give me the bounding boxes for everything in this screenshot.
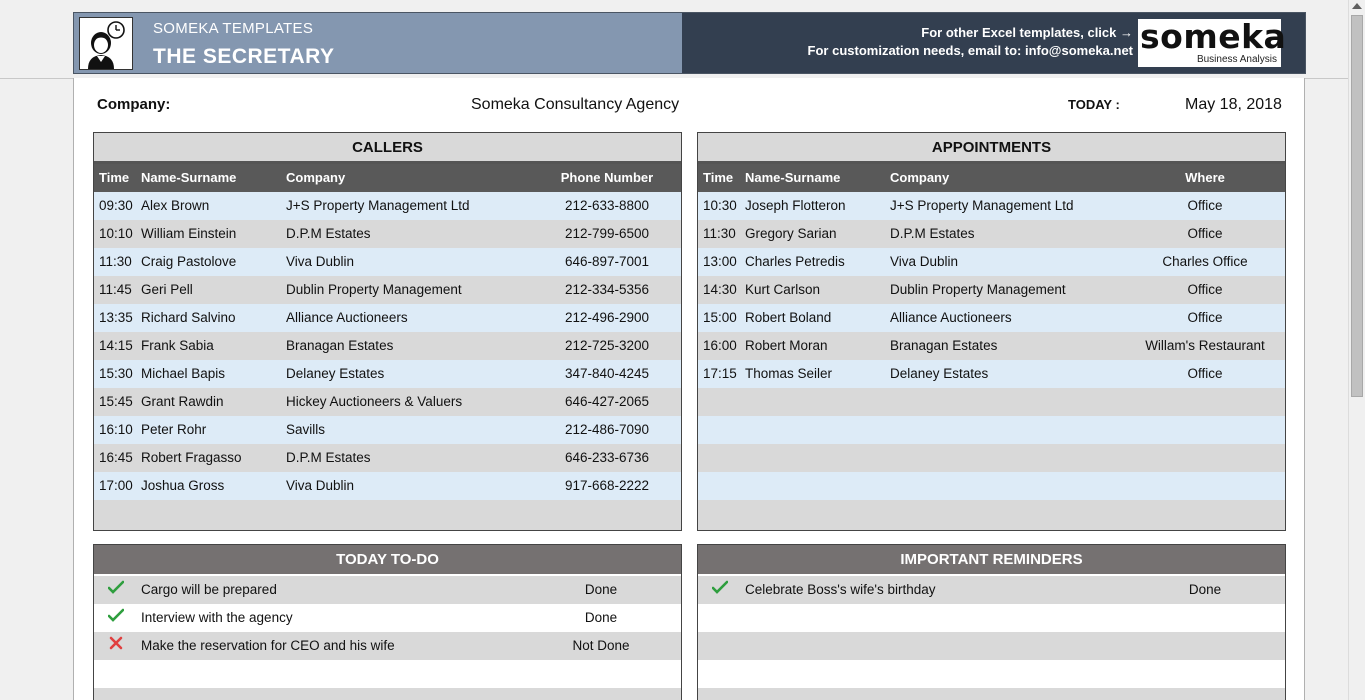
caller-name: Alex Brown: [141, 198, 210, 213]
appointment-name: Joseph Flotteron: [745, 198, 846, 213]
email-link[interactable]: For customization needs, email to: info@someka.net: [807, 43, 1133, 58]
item-text: Make the reservation for CEO and his wife: [141, 638, 395, 653]
table-row[interactable]: [94, 192, 681, 220]
logo-subtitle: Business Analysis: [1196, 54, 1277, 65]
list-item[interactable]: [94, 576, 681, 604]
table-row[interactable]: [94, 304, 681, 332]
caller-phone: 212-334-5356: [564, 282, 650, 297]
caller-phone: 347-840-4245: [564, 366, 650, 381]
list-item[interactable]: [94, 660, 681, 688]
appointment-time: 16:00: [703, 338, 737, 353]
header-name: Name-Surname: [141, 170, 237, 185]
someka-logo[interactable]: [1138, 17, 1287, 67]
table-row[interactable]: [94, 472, 681, 500]
caller-time: 11:45: [99, 282, 132, 297]
header-name: Name-Surname: [745, 170, 841, 185]
caller-phone: 212-496-2900: [564, 310, 650, 325]
header-banner: [73, 12, 1306, 74]
table-row[interactable]: [698, 360, 1285, 388]
callers-panel: [93, 132, 682, 531]
caller-company: Alliance Auctioneers: [286, 310, 408, 325]
caller-name: Frank Sabia: [141, 338, 214, 353]
reminders-title: IMPORTANT REMINDERS: [698, 545, 1285, 576]
appointments-title: APPOINTMENTS: [698, 133, 1285, 164]
table-row[interactable]: [698, 304, 1285, 332]
caller-company: Branagan Estates: [286, 338, 394, 353]
callers-title: CALLERS: [94, 133, 681, 164]
scrollbar-thumb[interactable]: [1351, 15, 1363, 397]
item-status: Done: [584, 610, 618, 625]
appointment-name: Robert Moran: [745, 338, 828, 353]
caller-time: 09:30: [99, 198, 133, 213]
appointment-name: Kurt Carlson: [745, 282, 821, 297]
caller-company: Viva Dublin: [286, 254, 355, 269]
caller-phone: 917-668-2222: [564, 478, 650, 493]
appointment-where: Office: [1187, 226, 1223, 241]
appointment-time: 13:00: [703, 254, 737, 269]
check-icon: [712, 576, 728, 590]
appointment-company: Alliance Auctioneers: [890, 310, 1012, 325]
item-text: Celebrate Boss's wife's birthday: [745, 582, 936, 597]
caller-time: 16:10: [99, 422, 133, 437]
item-status: Done: [1188, 582, 1222, 597]
appointment-company: Delaney Estates: [890, 366, 989, 381]
table-row[interactable]: [94, 360, 681, 388]
caller-time: 17:00: [99, 478, 133, 493]
caller-time: 11:30: [99, 254, 132, 269]
caller-phone: 646-427-2065: [564, 394, 650, 409]
appointment-company: D.P.M Estates: [890, 226, 975, 241]
header-phone: Phone Number: [560, 170, 654, 185]
list-item[interactable]: [698, 660, 1285, 688]
caller-name: Michael Bapis: [141, 366, 226, 381]
caller-company: Viva Dublin: [286, 478, 355, 493]
caller-time: 16:45: [99, 450, 133, 465]
appointment-name: Charles Petredis: [745, 254, 845, 269]
caller-time: 15:30: [99, 366, 133, 381]
caller-phone: 212-799-6500: [564, 226, 650, 241]
table-row[interactable]: [94, 444, 681, 472]
caller-phone: 646-233-6736: [564, 450, 650, 465]
brand-name: SOMEKA TEMPLATES: [153, 20, 314, 37]
secretary-logo-icon: [79, 17, 133, 70]
list-item[interactable]: [94, 632, 681, 660]
appointment-time: 15:00: [703, 310, 737, 325]
appointments-header-row: [698, 164, 1285, 192]
today-label: TODAY :: [1068, 97, 1120, 112]
caller-company: Delaney Estates: [286, 366, 385, 381]
header-where: Where: [1185, 170, 1225, 185]
appointment-time: 17:15: [703, 366, 737, 381]
appointment-where: Charles Office: [1162, 254, 1248, 269]
header-company: Company: [286, 170, 346, 185]
reminders-panel: [697, 544, 1286, 700]
table-row[interactable]: [698, 388, 1285, 416]
todo-list: [94, 576, 681, 700]
item-status: Not Done: [572, 638, 630, 653]
caller-name: William Einstein: [141, 226, 237, 241]
appointment-where: Office: [1187, 282, 1223, 297]
templates-link[interactable]: For other Excel templates, click →: [921, 25, 1133, 40]
item-text: Interview with the agency: [141, 610, 293, 625]
caller-name: Grant Rawdin: [141, 394, 224, 409]
list-item[interactable]: [698, 604, 1285, 632]
list-item[interactable]: [698, 688, 1285, 700]
list-item[interactable]: [698, 632, 1285, 660]
caller-time: 10:10: [99, 226, 133, 241]
appointment-company: Viva Dublin: [890, 254, 959, 269]
appointment-time: 10:30: [703, 198, 737, 213]
todo-title: TODAY TO-DO: [94, 545, 681, 576]
caller-name: Craig Pastolove: [141, 254, 237, 269]
table-row[interactable]: [698, 332, 1285, 360]
company-label: Company:: [97, 96, 171, 113]
list-item[interactable]: [94, 604, 681, 632]
caller-name: Richard Salvino: [141, 310, 236, 325]
caller-company: Hickey Auctioneers & Valuers: [286, 394, 463, 409]
table-row[interactable]: [698, 192, 1285, 220]
table-row[interactable]: [94, 332, 681, 360]
table-row[interactable]: [698, 500, 1285, 528]
caller-time: 15:45: [99, 394, 133, 409]
appointments-table-body: [698, 192, 1285, 528]
appointment-company: Branagan Estates: [890, 338, 998, 353]
check-icon: [108, 604, 124, 618]
caller-name: Geri Pell: [141, 282, 193, 297]
item-status: Done: [584, 582, 618, 597]
appointment-company: Dublin Property Management: [890, 282, 1066, 297]
caller-company: J+S Property Management Ltd: [286, 198, 470, 213]
header-time: Time: [703, 170, 734, 185]
appointment-name: Gregory Sarian: [745, 226, 837, 241]
appointment-where: Office: [1187, 366, 1223, 381]
table-row[interactable]: [94, 248, 681, 276]
company-name-cell[interactable]: Someka Consultancy Agency: [471, 96, 680, 113]
appointment-where: Office: [1187, 198, 1223, 213]
caller-name: Peter Rohr: [141, 422, 207, 437]
logo-word: someka: [1140, 17, 1287, 56]
scroll-up-arrow-icon[interactable]: [1352, 3, 1362, 9]
table-row[interactable]: [698, 416, 1285, 444]
caller-company: Savills: [286, 422, 326, 437]
appointment-company: J+S Property Management Ltd: [890, 198, 1074, 213]
caller-name: Joshua Gross: [141, 478, 225, 493]
list-item[interactable]: [94, 688, 681, 700]
table-row[interactable]: [698, 220, 1285, 248]
vertical-scrollbar[interactable]: [1348, 0, 1365, 700]
caller-company: Dublin Property Management: [286, 282, 462, 297]
callers-header-row: [94, 164, 681, 192]
app-title: THE SECRETARY: [153, 45, 335, 68]
appointment-time: 14:30: [703, 282, 737, 297]
table-row[interactable]: [698, 276, 1285, 304]
appointment-name: Thomas Seiler: [745, 366, 833, 381]
table-row[interactable]: [94, 220, 681, 248]
cross-icon: [108, 632, 124, 646]
header-company: Company: [890, 170, 950, 185]
todo-panel: [93, 544, 682, 700]
callers-table-body: [94, 192, 681, 528]
table-row[interactable]: [94, 388, 681, 416]
caller-time: 13:35: [99, 310, 133, 325]
table-row[interactable]: [698, 248, 1285, 276]
caller-company: D.P.M Estates: [286, 450, 371, 465]
header-time: Time: [99, 170, 130, 185]
appointment-where: Willam's Restaurant: [1145, 338, 1265, 353]
caller-time: 14:15: [99, 338, 133, 353]
check-icon: [108, 576, 124, 590]
table-row[interactable]: [94, 276, 681, 304]
item-text: Cargo will be prepared: [141, 582, 277, 597]
caller-phone: 212-633-8800: [564, 198, 650, 213]
table-row[interactable]: [94, 500, 681, 528]
reminders-list: [698, 576, 1285, 700]
table-row[interactable]: [698, 472, 1285, 500]
appointment-name: Robert Boland: [745, 310, 832, 325]
appointments-panel: [697, 132, 1286, 531]
appointment-time: 11:30: [703, 226, 736, 241]
caller-company: D.P.M Estates: [286, 226, 371, 241]
caller-phone: 646-897-7001: [564, 254, 650, 269]
list-item[interactable]: [698, 576, 1285, 604]
banner-left: [74, 13, 682, 73]
caller-name: Robert Fragasso: [141, 450, 242, 465]
caller-phone: 212-486-7090: [564, 422, 650, 437]
appointment-where: Office: [1187, 310, 1223, 325]
table-row[interactable]: [94, 416, 681, 444]
today-date-cell[interactable]: May 18, 2018: [1185, 96, 1282, 113]
caller-phone: 212-725-3200: [564, 338, 650, 353]
table-row[interactable]: [698, 444, 1285, 472]
